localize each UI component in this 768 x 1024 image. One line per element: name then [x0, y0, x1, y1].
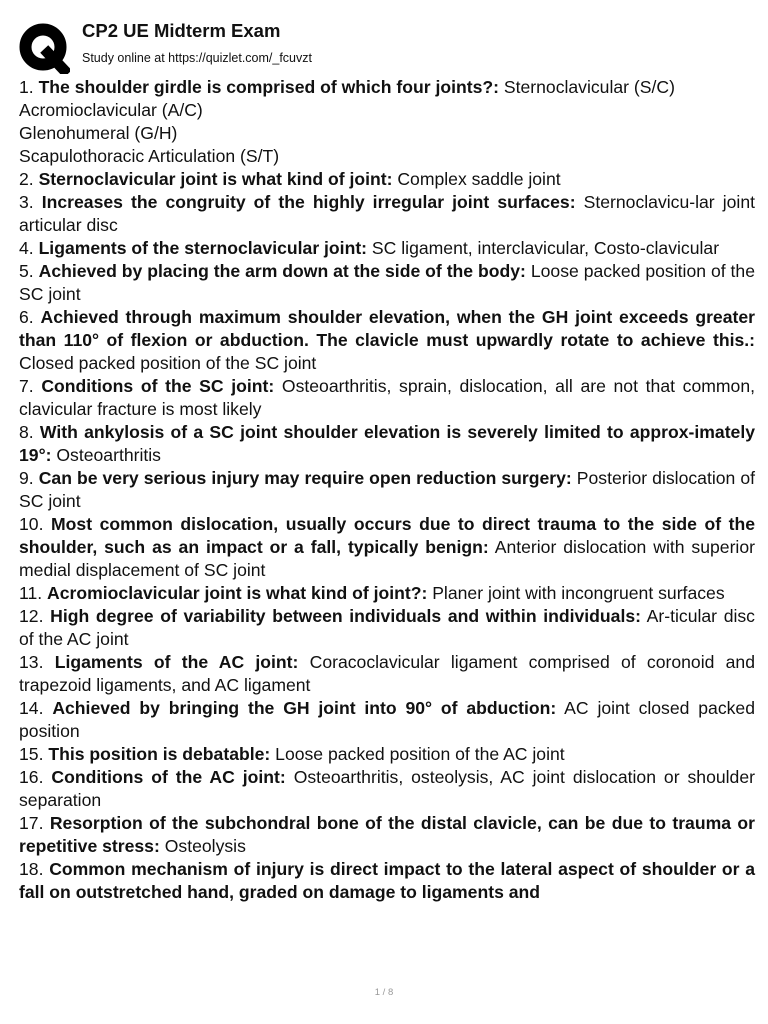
item-answer: Complex saddle joint — [392, 169, 561, 189]
item-answer: Ar-ticular disc of the AC joint — [19, 606, 755, 649]
item-answer: Coracoclavicular ligament comprised of coronoid and trapezoid ligaments, and AC ligament — [19, 652, 755, 695]
flashcard-item — [19, 237, 755, 260]
item-answer: AC joint closed packed position — [19, 698, 756, 741]
item-answer: Loose packed position of the AC joint — [270, 744, 565, 764]
item-number: 1. — [19, 77, 39, 97]
flashcard-item — [19, 260, 755, 306]
flashcard-item — [19, 582, 755, 605]
item-number: 13. — [19, 652, 55, 672]
flashcard-item — [19, 421, 755, 467]
flashcard-item — [19, 513, 755, 582]
item-number: 11. — [19, 583, 48, 603]
flashcard-item — [19, 375, 755, 421]
item-number: 15. — [19, 744, 49, 764]
flashcard-item — [19, 766, 755, 812]
flashcard-item — [19, 605, 755, 651]
flashcard-item — [19, 812, 755, 858]
item-number: 3. — [19, 192, 42, 212]
item-answer-line: Acromioclavicular (A/C) — [19, 100, 203, 120]
item-question: With ankylosis of a SC joint shoulder elevation is severely limited to approx-imately 19°: — [19, 422, 756, 465]
item-number: 6. — [19, 307, 41, 327]
flashcard-item — [19, 858, 755, 904]
item-question: Common mechanism of injury is direct impact to the lateral aspect of shoulder or a fall on outstretched hand, graded on damage to ligaments and — [19, 859, 755, 902]
item-number: 17. — [19, 813, 50, 833]
item-question: Conditions of the SC joint: — [41, 376, 275, 396]
study-link[interactable]: Study online at https://quizlet.com/_fcuvzt — [82, 51, 312, 65]
flashcard-item — [19, 743, 755, 766]
item-question: Sternoclavicular joint is what kind of joint: — [38, 169, 393, 189]
item-answer-line: Scapulothoracic Articulation (S/T) — [19, 146, 280, 166]
item-answer: Sternoclavicular (S/C) — [498, 77, 675, 97]
item-answer-line: Glenohumeral (G/H) — [19, 123, 178, 143]
quizlet-logo-icon — [18, 22, 70, 74]
item-answer: Osteoarthritis — [51, 445, 161, 465]
item-answer: Loose packed position of the SC joint — [19, 261, 755, 304]
item-number: 2. — [19, 169, 39, 189]
item-answer: SC ligament, interclavicular, Costo-clavicular — [367, 238, 720, 258]
item-answer: Sternoclavicu-lar joint articular disc — [19, 192, 755, 235]
item-question: Ligaments of the sternoclavicular joint: — [38, 238, 368, 258]
flashcard-list — [19, 76, 755, 904]
flashcard-item — [19, 168, 755, 191]
document-title: CP2 UE Midterm Exam — [82, 20, 281, 41]
item-number: 12. — [19, 606, 51, 626]
item-question: Can be very serious injury may require open reduction surgery: — [38, 468, 572, 488]
flashcard-item — [19, 191, 755, 237]
item-number: 14. — [19, 698, 53, 718]
item-question: Resorption of the subchondral bone of the distal clavicle, can be due to trauma or repetitive stress: — [19, 813, 755, 856]
item-number: 4. — [19, 238, 39, 258]
item-answer: Osteoarthritis, sprain, dislocation, all are not that common, clavicular fracture is most likely — [19, 376, 755, 419]
item-question: Conditions of the AC joint: — [51, 767, 286, 787]
item-answer: Closed packed position of the SC joint — [19, 353, 317, 373]
page-number: 1 / 8 — [374, 987, 394, 998]
flashcard-item — [19, 697, 755, 743]
item-number: 5. — [19, 261, 39, 281]
item-number: 8. — [19, 422, 40, 442]
flashcard-item — [19, 306, 755, 375]
item-question: Increases the congruity of the highly irregular joint surfaces: — [41, 192, 576, 212]
item-question: Achieved by bringing the GH joint into 90° of abduction: — [52, 698, 557, 718]
item-question: Achieved by placing the arm down at the side of the body: — [38, 261, 526, 281]
item-number: 9. — [19, 468, 39, 488]
item-number: 18. — [19, 859, 50, 879]
item-answer: Posterior dislocation of SC joint — [19, 468, 756, 511]
item-question: The shoulder girdle is comprised of which four joints?: — [38, 77, 499, 97]
item-question: This position is debatable: — [48, 744, 271, 764]
item-number: 16. — [19, 767, 52, 787]
item-question: Ligaments of the AC joint: — [54, 652, 299, 672]
item-answer: Anterior dislocation with superior medial displacement of SC joint — [19, 537, 755, 580]
item-question: Achieved through maximum shoulder elevation, when the GH joint exceeds greater than 110° of flexion or abduction. The clavicle must upwardly rotate to achieve this.: — [19, 307, 755, 350]
flashcard-item — [19, 467, 755, 513]
flashcard-item — [19, 651, 755, 697]
item-answer: Planer joint with incongruent surfaces — [427, 583, 725, 603]
item-answer: Osteolysis — [159, 836, 246, 856]
item-number: 7. — [19, 376, 42, 396]
item-answer: Osteoarthritis, osteolysis, AC joint dislocation or shoulder separation — [19, 767, 755, 810]
item-question: Most common dislocation, usually occurs due to direct trauma to the side of the shoulder, such as an impact or a fall, typically benign: — [19, 514, 755, 557]
document-header — [18, 20, 758, 70]
flashcard-item — [19, 76, 755, 99]
item-question: High degree of variability between individuals and within individuals: — [50, 606, 641, 626]
item-number: 10. — [19, 514, 51, 534]
item-question: Acromioclavicular joint is what kind of joint?: — [47, 583, 428, 603]
